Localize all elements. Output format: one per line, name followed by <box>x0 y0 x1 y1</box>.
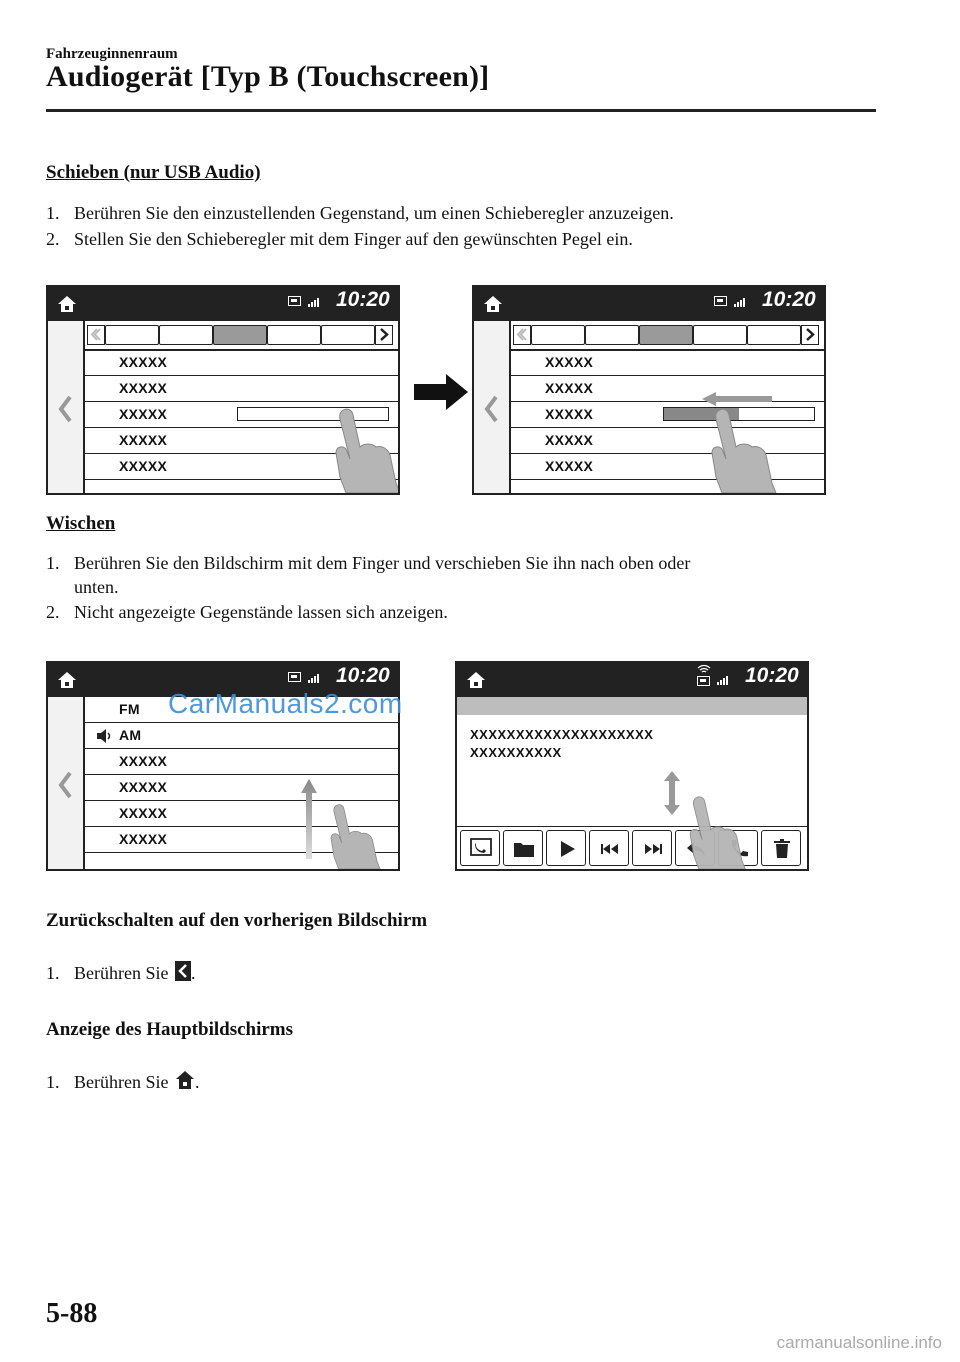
battery-icon <box>714 296 727 306</box>
play-icon <box>556 838 578 860</box>
message-line-1: XXXXXXXXXXXXXXXXXXXX <box>470 727 654 742</box>
tab-bar <box>511 321 824 351</box>
list-item[interactable]: XXXXX <box>85 749 398 775</box>
step-text: Berühren Sie den einzustellenden Gegenstand, um einen Schieberegler anzuzeigen. <box>74 203 674 223</box>
message-header-bar <box>457 697 807 715</box>
back-column[interactable] <box>48 697 85 869</box>
back-chevron-icon[interactable] <box>56 393 74 425</box>
message-line-2: XXXXXXXXXX <box>470 745 562 760</box>
reply-call-button[interactable] <box>460 830 500 866</box>
list-item[interactable]: XXXXX <box>511 350 824 376</box>
arrow-up-icon <box>300 779 318 859</box>
top-bar <box>474 287 824 321</box>
list-item[interactable]: XXXXX <box>511 454 824 480</box>
watermark: CarManuals2.com <box>168 688 403 719</box>
signal-icon <box>734 298 748 307</box>
step-text: Berühren Sie den Bildschirm mit dem Finger und verschieben Sie ihn nach oben oder <box>74 553 691 573</box>
arrow-left-icon <box>700 391 774 407</box>
home-icon[interactable] <box>56 669 78 691</box>
trash-icon <box>771 838 793 860</box>
step-number: 1. <box>46 963 60 983</box>
step-number: 1. <box>46 1072 60 1092</box>
tab-selected[interactable] <box>213 325 267 345</box>
signal-icon <box>308 674 322 683</box>
step-text: Nicht angezeigte Gegenstände lassen sich anzeigen. <box>74 602 448 622</box>
section-label: Fahrzeuginnenraum <box>46 46 178 62</box>
step-text: Stellen Sie den Schieberegler mit dem Finger auf den gewünschten Pegel ein. <box>74 229 633 249</box>
home-icon[interactable] <box>465 669 487 691</box>
home-heading: Anzeige des Hauptbildschirms <box>46 1019 294 1040</box>
step-end: . <box>190 963 196 983</box>
tab[interactable] <box>321 325 375 345</box>
list-item[interactable]: XXXXX <box>85 827 398 853</box>
swipe-heading: Wischen <box>46 513 116 534</box>
back-chevron-icon[interactable] <box>482 393 500 425</box>
signal-icon <box>717 676 731 685</box>
tab[interactable] <box>747 325 801 345</box>
battery-icon <box>288 672 301 682</box>
speaker-icon <box>95 728 113 744</box>
screen-swipe-message <box>455 661 809 871</box>
home-icon[interactable] <box>56 293 78 315</box>
play-button[interactable] <box>546 830 586 866</box>
message-toolbar <box>457 826 807 869</box>
list-item[interactable]: XXXXX <box>85 350 398 376</box>
tab-prev-icon[interactable] <box>87 325 105 345</box>
back-column[interactable] <box>48 321 85 493</box>
step-text-continued: unten. <box>74 577 119 597</box>
list-item[interactable]: FM <box>85 697 398 723</box>
list-item[interactable]: XXXXX <box>85 402 398 428</box>
back-heading: Zurückschalten auf den vorherigen Bildschirm <box>46 910 428 931</box>
tab[interactable] <box>267 325 321 345</box>
tab[interactable] <box>531 325 585 345</box>
top-bar <box>48 287 398 321</box>
list-item[interactable]: XXXXX <box>85 376 398 402</box>
tab-selected[interactable] <box>639 325 693 345</box>
back-column[interactable] <box>474 321 511 493</box>
signal-icon <box>308 298 322 307</box>
skip-back-icon <box>599 838 621 860</box>
tab-prev-icon[interactable] <box>513 325 531 345</box>
skip-forward-icon <box>642 838 664 860</box>
title-rule <box>46 109 876 112</box>
tab-next-icon[interactable] <box>801 325 819 345</box>
chat-phone-icon <box>470 838 492 860</box>
list-item[interactable]: XXXXX <box>511 402 824 428</box>
folder-button[interactable] <box>503 830 543 866</box>
tab-next-icon[interactable] <box>375 325 393 345</box>
battery-icon <box>697 676 710 686</box>
arrow-up-down-icon <box>663 771 681 815</box>
step-end: . <box>194 1072 200 1092</box>
step-number: 1. <box>46 553 60 573</box>
battery-icon <box>288 296 301 306</box>
slide-step-2 <box>46 227 633 251</box>
tab[interactable] <box>105 325 159 345</box>
list-item[interactable]: XXXXX <box>511 428 824 454</box>
clock: 10:20 <box>336 288 390 311</box>
finger-hand-icon <box>330 407 400 493</box>
list-item[interactable]: XXXXX <box>85 454 398 480</box>
tab-bar <box>85 321 398 351</box>
step-text: Berühren Sie <box>74 963 169 983</box>
list-item[interactable]: XXXXX <box>85 775 398 801</box>
step-number: 2. <box>46 602 60 622</box>
home-step <box>46 1070 199 1094</box>
swipe-step-1 <box>46 551 690 599</box>
list-item[interactable]: XXXXX <box>511 376 824 402</box>
finger-hand-icon <box>706 407 778 493</box>
finger-hand-icon <box>681 795 751 869</box>
step-number: 2. <box>46 229 60 249</box>
footer-site: carmanualsonline.info <box>776 1333 942 1352</box>
list-item[interactable]: XXXXX <box>85 801 398 827</box>
swipe-step-2 <box>46 600 448 624</box>
top-bar <box>457 663 807 697</box>
tab[interactable] <box>693 325 747 345</box>
home-icon[interactable] <box>482 293 504 315</box>
step-text: Berühren Sie <box>74 1072 169 1092</box>
next-button[interactable] <box>632 830 672 866</box>
page-title: Audiogerät [Typ B (Touchscreen)] <box>46 60 490 93</box>
finger-hand-icon <box>318 803 390 869</box>
list-item[interactable]: XXXXX <box>85 428 398 454</box>
home-icon <box>175 1070 195 1090</box>
clock: 10:20 <box>745 664 799 687</box>
folder-icon <box>513 838 535 860</box>
page-number: 5-88 <box>46 1298 98 1329</box>
arrow-right-icon <box>412 372 470 412</box>
slide-heading: Schieben (nur USB Audio) <box>46 162 261 183</box>
back-icon <box>175 961 191 981</box>
screen-slider-after <box>472 285 826 495</box>
screen-slider-before <box>46 285 400 495</box>
step-number: 1. <box>46 203 60 223</box>
clock: 10:20 <box>762 288 816 311</box>
back-step <box>46 961 195 985</box>
tab[interactable] <box>585 325 639 345</box>
tab[interactable] <box>159 325 213 345</box>
wifi-icon <box>697 664 711 674</box>
list-item[interactable]: AM <box>85 723 398 749</box>
slide-step-1 <box>46 201 674 225</box>
clock: 10:20 <box>336 664 390 687</box>
back-chevron-icon[interactable] <box>56 769 74 801</box>
delete-button[interactable] <box>761 830 801 866</box>
previous-button[interactable] <box>589 830 629 866</box>
